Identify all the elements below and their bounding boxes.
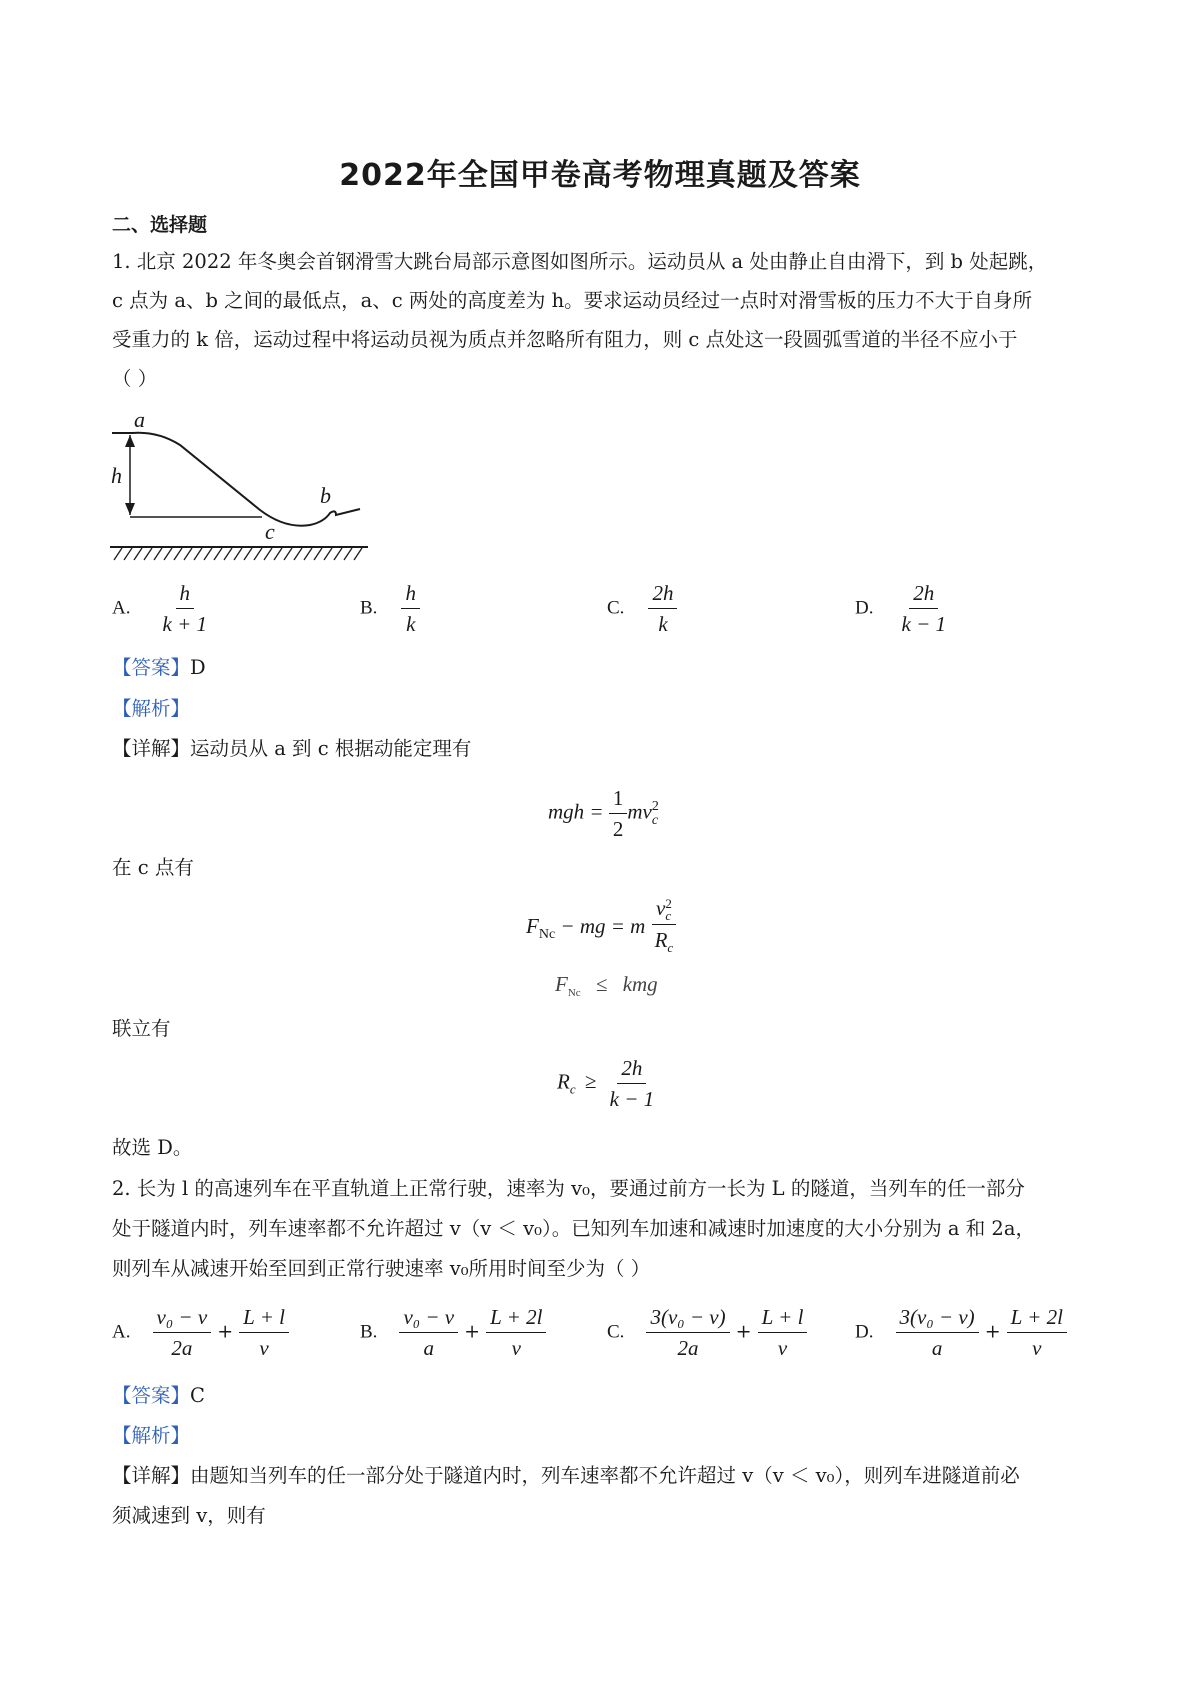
option-label: D.: [855, 597, 874, 619]
q1-answer: [112, 652, 206, 680]
q2-text-line1: 2. 长为 l 的高速列车在平直轨道上正常行驶，速率为 v₀，要通过前方一长为 L 的隧道，当列车的任一部分: [112, 1177, 1025, 1200]
equation-result: $R_c$ ≥ $\frac{2h}{k - 1}$: [557, 1056, 655, 1111]
label-b: b: [320, 483, 331, 508]
q2-option-c: C. $\frac{\text{3(v₀ − v)}}{2a}$ + $\frac{L + l}{v}$: [607, 1304, 807, 1361]
q1-option-b: B. $\frac{h}{k}$: [360, 580, 420, 637]
q1-at-c: 在 c 点有: [112, 856, 194, 879]
label-h: h: [111, 463, 122, 488]
q2-analysis-tag: 【解析】: [112, 1424, 191, 1447]
q2-option-b: B. $\frac{\text{v₀ − v}}{a}$ + $\frac{L + 2l}{v}$: [360, 1304, 546, 1361]
q1-option-d: D. $\frac{2h}{k - 1}$: [855, 581, 947, 636]
q2-detail-line2: 须减速到 v，则有: [112, 1504, 266, 1527]
equation-inequality: $F_{Nc}$ ≤ kmg: [555, 972, 658, 1000]
option-label: C.: [607, 597, 625, 619]
q2-option-a: A. $\frac{\text{v₀ − v}}{2a}$ + $\frac{L + l}{v}$: [112, 1304, 289, 1361]
q1-option-c: C. $\frac{2h}{k}$: [607, 580, 677, 637]
detail-tag: 【详解】: [112, 737, 191, 760]
q1-conclusion: 故选 D。: [112, 1136, 193, 1159]
arrow-head-top: [125, 435, 135, 447]
option-label: B.: [360, 597, 378, 619]
q2-option-d: D. $\frac{\text{3(v₀ − v)}}{a}$ + $\frac{L + 2l}{v}$: [855, 1304, 1067, 1361]
slope-curve: [112, 433, 360, 526]
q1-text-line2: c 点为 a、b 之间的最低点，a、c 两处的高度差为 h。要求运动员经过一点时对滑雪板的压力不大于自身所: [112, 289, 1033, 312]
arrow-head-bottom: [125, 503, 135, 515]
q1-analysis-tag: 【解析】: [112, 697, 191, 720]
answer-value: D: [190, 656, 206, 679]
section-heading: 二、选择题: [112, 214, 208, 236]
q1-paren: （ ）: [112, 367, 158, 390]
q2-text-line2: 处于隧道内时，列车速率都不允许超过 v（v ＜ v₀）。已知列车加速和减速时加速度的大小分别为 a 和 2a，: [112, 1217, 1035, 1240]
detail-text: 运动员从 a 到 c 根据动能定理有: [190, 737, 472, 760]
label-a: a: [134, 407, 145, 432]
label-c: c: [265, 519, 275, 544]
q1-combine: 联立有: [112, 1017, 171, 1040]
page-title: 2022年全国甲卷高考物理真题及答案: [339, 158, 861, 193]
equation-newton: $F_{Nc}$ − mg = m v 2 c $R_c$: [526, 895, 677, 961]
q1-text-line1: 1. 北京 2022 年冬奥会首钢滑雪大跳台局部示意图如图所示。运动员从 a 处由静止自由滑下，到 b 处起跳，: [112, 250, 1048, 273]
answer-tag: 【答案】: [112, 656, 191, 679]
q2-answer: 【答案】C: [112, 1384, 205, 1407]
option-label: A.: [112, 597, 131, 619]
equation-energy: mgh = $\frac{1}{2}$ mv 2 c: [548, 786, 659, 841]
q1-option-a: A. $\frac{h}{k + 1}$: [112, 581, 208, 636]
q2-detail-line1: 【详解】由题知当列车的任一部分处于隧道内时，列车速率都不允许超过 v（v ＜ v₀），则列车进隧道前必: [112, 1464, 1020, 1487]
ground-hatching: [114, 548, 362, 560]
q1-text-line3: 受重力的 k 倍，运动过程中将运动员视为质点并忽略所有阻力，则 c 点处这一段圆弧雪道的半径不应小于: [112, 328, 1018, 351]
ski-jump-figure: [110, 405, 380, 565]
q1-detail: [112, 733, 471, 761]
q2-text-line3: 则列车从减速开始至回到正常行驶速率 v₀所用时间至少为（ ）: [112, 1257, 651, 1280]
